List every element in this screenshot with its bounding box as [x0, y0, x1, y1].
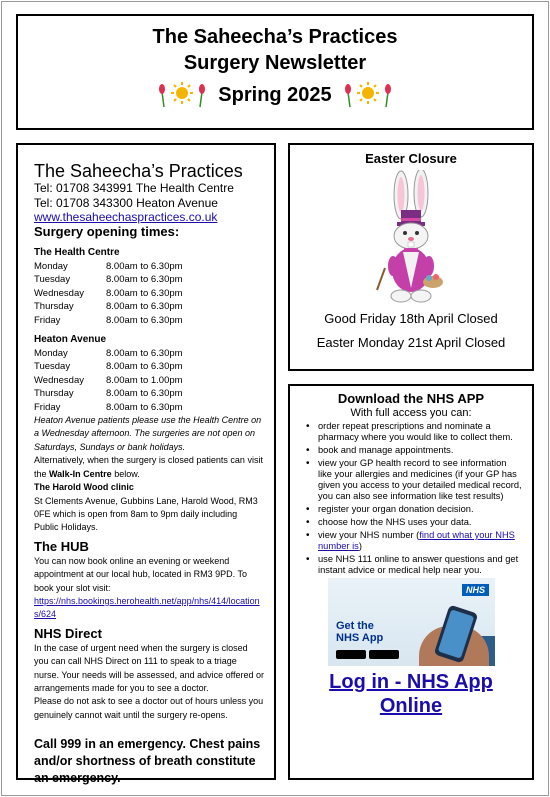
heaton-avenue-heading: Heaton Avenue	[34, 334, 107, 346]
get-the-app-text: Get the NHS App	[336, 620, 384, 644]
flower-sun-flower-left-icon	[156, 82, 208, 108]
nhs-direct-heading: NHS Direct	[34, 625, 102, 641]
nhs-direct-text-2: Please do not ask to see a doctor out of hours unless you genuinely cannot wait until the surgery re-opens.	[34, 696, 264, 720]
season-title: Spring 2025	[218, 83, 332, 106]
app-store-badge-icon	[336, 650, 366, 659]
hours-row: Monday 8.00am to 6.30pm	[34, 261, 183, 272]
opening-times-title: Surgery opening times:	[34, 224, 180, 239]
harold-wood-heading: The Harold Wood clinic	[34, 482, 134, 493]
good-friday-closure: Good Friday 18th April Closed	[324, 311, 498, 326]
hours-row: Tuesday 8.00am to 6.30pm	[34, 274, 183, 286]
header-title: The Saheecha’s Practices	[152, 26, 398, 48]
nhs-app-feature-list	[300, 421, 522, 576]
list-item: • view your NHS number (find out what your NHS number is)	[318, 530, 522, 552]
list-item: • view your GP health record to see information like your allergies and medicines (if your GP has given you access to your detailed medical record, you can also see information like test results)	[318, 458, 522, 502]
newsletter-header	[16, 14, 534, 130]
hours-row: Friday 8.00am to 6.30pm	[34, 314, 183, 326]
nhs-direct-text: In the case of urgent need when the surgery is closed you can call NHS Direct on 111 to speak to a triage nurse. Your needs will be assessed, and advice offered or arrangements made for you to see a doctor.	[34, 642, 264, 693]
hours-row: Monday 8.00am to 6.30pm	[34, 348, 183, 360]
nhs-logo: NHS	[462, 584, 489, 596]
walk-in-note: Alternatively, when the surgery is closed patients can visit the Walk-In Centre below.	[34, 455, 263, 479]
hours-row: Tuesday 8.00am to 6.30pm	[34, 361, 183, 373]
list-item: • order repeat prescriptions and nominate a pharmacy where you would like to collect them.	[318, 421, 522, 443]
list-item: • choose how the NHS uses your data.	[318, 517, 522, 528]
nhs-app-login-link[interactable]: Log in - NHS App Online	[329, 671, 493, 717]
heaton-avenue-hours	[34, 347, 264, 414]
easter-bunny-icon	[371, 170, 451, 305]
nhs-app-banner-image	[328, 578, 495, 666]
header-subtitle: Surgery Newsletter	[183, 52, 367, 74]
practice-website-link[interactable]: www.thesaheechaspractices.co.uk	[34, 210, 218, 224]
nhs-app-panel	[288, 384, 534, 780]
nhs-number-link[interactable]: find out what your NHS number is	[318, 530, 515, 551]
nhs-app-title: Download the NHS APP	[337, 391, 485, 406]
app-store-badges	[336, 650, 399, 659]
heaton-note: Heaton Avenue patients please use the Health Centre on a Wednesday afternoon. The surgeries are not open on Saturdays, Sundays or bank holidays.	[34, 415, 262, 452]
hub-booking-link[interactable]: https://nhs.bookings.herohealth.net/app/nhs/414/locations/624	[34, 595, 260, 620]
season-row	[18, 82, 532, 108]
hours-row: Thursday 8.00am to 6.30pm	[34, 388, 183, 400]
emergency-notice: Call 999 in an emergency. Chest pains and/or shortness of breath constitute an emergency.	[34, 737, 261, 786]
health-centre-hours	[34, 260, 264, 327]
phone-heaton-avenue: Tel: 01708 343300 Heaton Avenue	[34, 195, 218, 210]
practice-info-panel	[16, 143, 276, 786]
hub-heading: The HUB	[34, 538, 89, 554]
nhs-app-subtitle: With full access you can:	[350, 407, 472, 419]
easter-closure-panel	[288, 143, 534, 371]
hours-row: Thursday 8.00am to 6.30pm	[34, 301, 183, 313]
flower-sun-flower-right-icon	[342, 82, 394, 108]
hours-row: Friday 8.00am to 6.30pm	[34, 401, 183, 413]
list-item: • use NHS 111 online to answer questions and get instant advice or medical help near you.	[318, 554, 522, 576]
list-item: • register your organ donation decision.	[318, 504, 522, 515]
easter-monday-closure: Easter Monday 21st April Closed	[316, 335, 506, 350]
easter-closure-title: Easter Closure	[365, 151, 457, 166]
health-centre-heading: The Health Centre	[34, 247, 120, 258]
phone-health-centre: Tel: 01708 343991 The Health Centre	[34, 181, 234, 195]
hours-row: Wednesday 8.00am to 6.30pm	[34, 287, 183, 299]
hours-row: Wednesday 8.00am to 1.00pm	[34, 374, 183, 386]
list-item: • book and manage appointments.	[318, 445, 522, 456]
hub-text: You can now book online an evening or weekend appointment at our local hub, located in RM3 9PD. To book your slot visit:	[34, 555, 247, 593]
harold-wood-address: St Clements Avenue, Gubbins Lane, Harold Wood, RM3 0FE which is open from 8am to 9pm daily including Public Holidays.	[34, 495, 258, 533]
practice-title: The Saheecha’s Practices	[34, 161, 243, 181]
google-play-badge-icon	[369, 650, 399, 659]
